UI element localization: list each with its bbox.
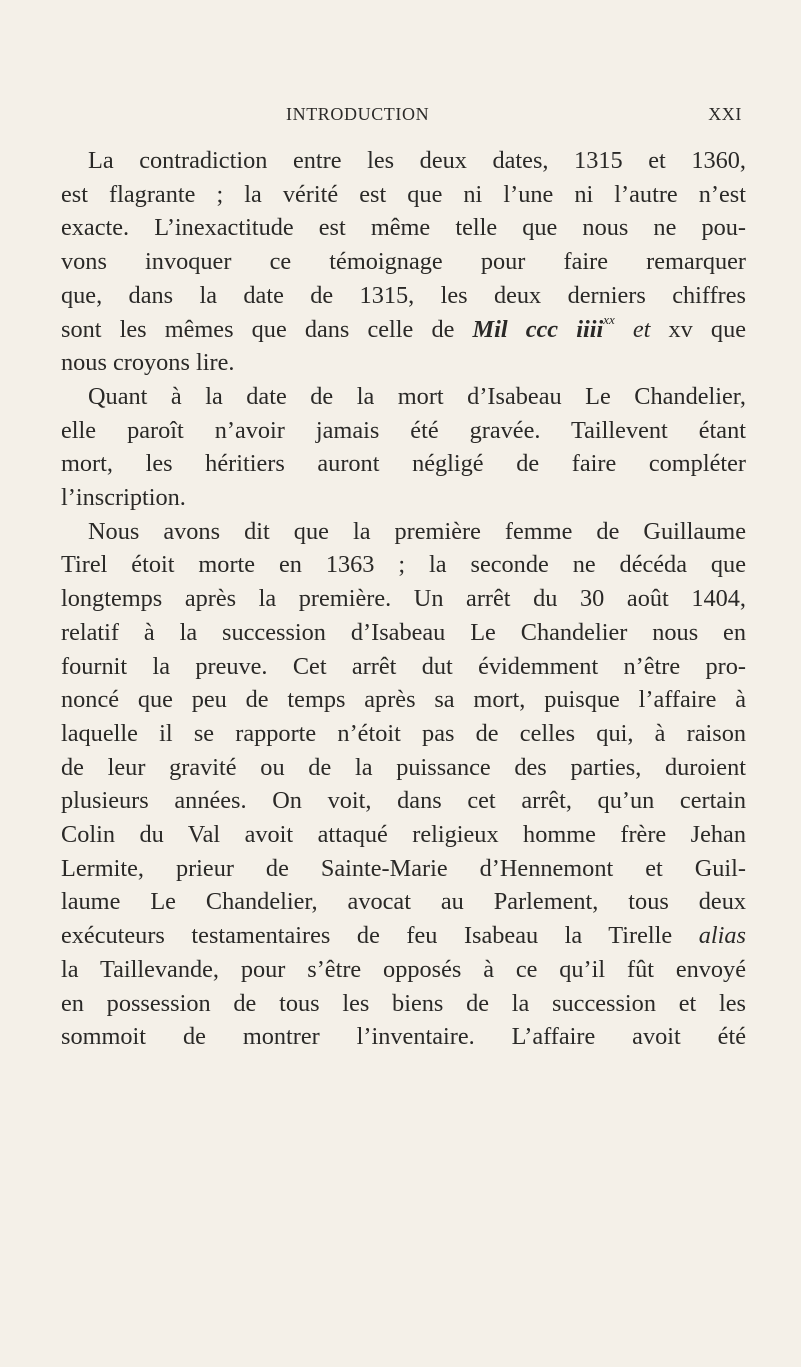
text-span: sont les mêmes que dans celle de (61, 315, 473, 343)
text-line: exacte. L’inexactitude est même telle que nous ne pou- (61, 214, 746, 242)
text-line: que, dans la date de 1315, les deux derniers chiffres (61, 281, 746, 309)
italic-citation: Mil ccc iiii (472, 315, 604, 343)
superscript: xx (603, 312, 615, 328)
text-line: elle paroît n’avoir jamais été gravée. Taillevent étant (61, 416, 746, 444)
text-line: laume Le Chandelier, avocat au Parlement, tous deux (61, 888, 746, 916)
text-line: vons invoquer ce témoignage pour faire remarquer (61, 248, 746, 276)
page-number: XXI (708, 104, 742, 124)
text-line: en possession de tous les biens de la succession et les (61, 989, 746, 1017)
text-line: noncé que peu de temps après sa mort, puisque l’affaire à (61, 686, 746, 714)
italic-text: alias (698, 922, 746, 950)
text-line: nous croyons lire. (61, 349, 235, 377)
text-line: la Taillevande, pour s’être opposés à ce qu’il fût envoyé (61, 955, 746, 983)
text-line: mort, les héritiers auront négligé de faire compléter (61, 450, 746, 478)
running-header (62, 104, 742, 134)
text-line: de leur gravité ou de la puissance des parties, duroient (61, 753, 746, 781)
text-line: relatif à la succession d’Isabeau Le Chandelier nous en (61, 618, 746, 646)
text-line: Lermite, prieur de Sainte-Marie d’Hennemont et Guil- (61, 854, 746, 882)
text-span: xv que (650, 315, 747, 343)
text-line: Colin du Val avoit attaqué religieux homme frère Jehan (61, 821, 746, 849)
text-line: fournit la preuve. Cet arrêt dut évidemment n’être pro- (61, 652, 746, 680)
text-line: l’inscription. (61, 484, 186, 512)
text-line: sommoit de montrer l’inventaire. L’affaire avoit été (61, 1023, 746, 1051)
text-line: Nous avons dit que la première femme de Guillaume (88, 517, 746, 545)
text-line: longtemps après la première. Un arrêt du 30 août 1404, (61, 585, 746, 613)
text-line: est flagrante ; la vérité est que ni l’une ni l’autre n’est (61, 180, 746, 208)
text-span: exécuteurs testamentaires de feu Isabeau la Tirelle (61, 922, 699, 950)
text-line: Tirel étoit morte en 1363 ; la seconde ne décéda que (61, 551, 746, 579)
text-line (61, 313, 746, 347)
text-line: Quant à la date de la mort d’Isabeau Le Chandelier, (88, 382, 746, 410)
text-line: laquelle il se rapporte n’étoit pas de celles qui, à raison (61, 719, 746, 747)
body-text (61, 144, 746, 1054)
text-line (61, 919, 746, 953)
italic-text: et (614, 315, 651, 343)
header-title: INTRODUCTION (286, 104, 430, 124)
text-line: plusieurs années. On voit, dans cet arrêt, qu’un certain (61, 787, 746, 815)
text-line: La contradiction entre les deux dates, 1315 et 1360, (88, 147, 746, 174)
